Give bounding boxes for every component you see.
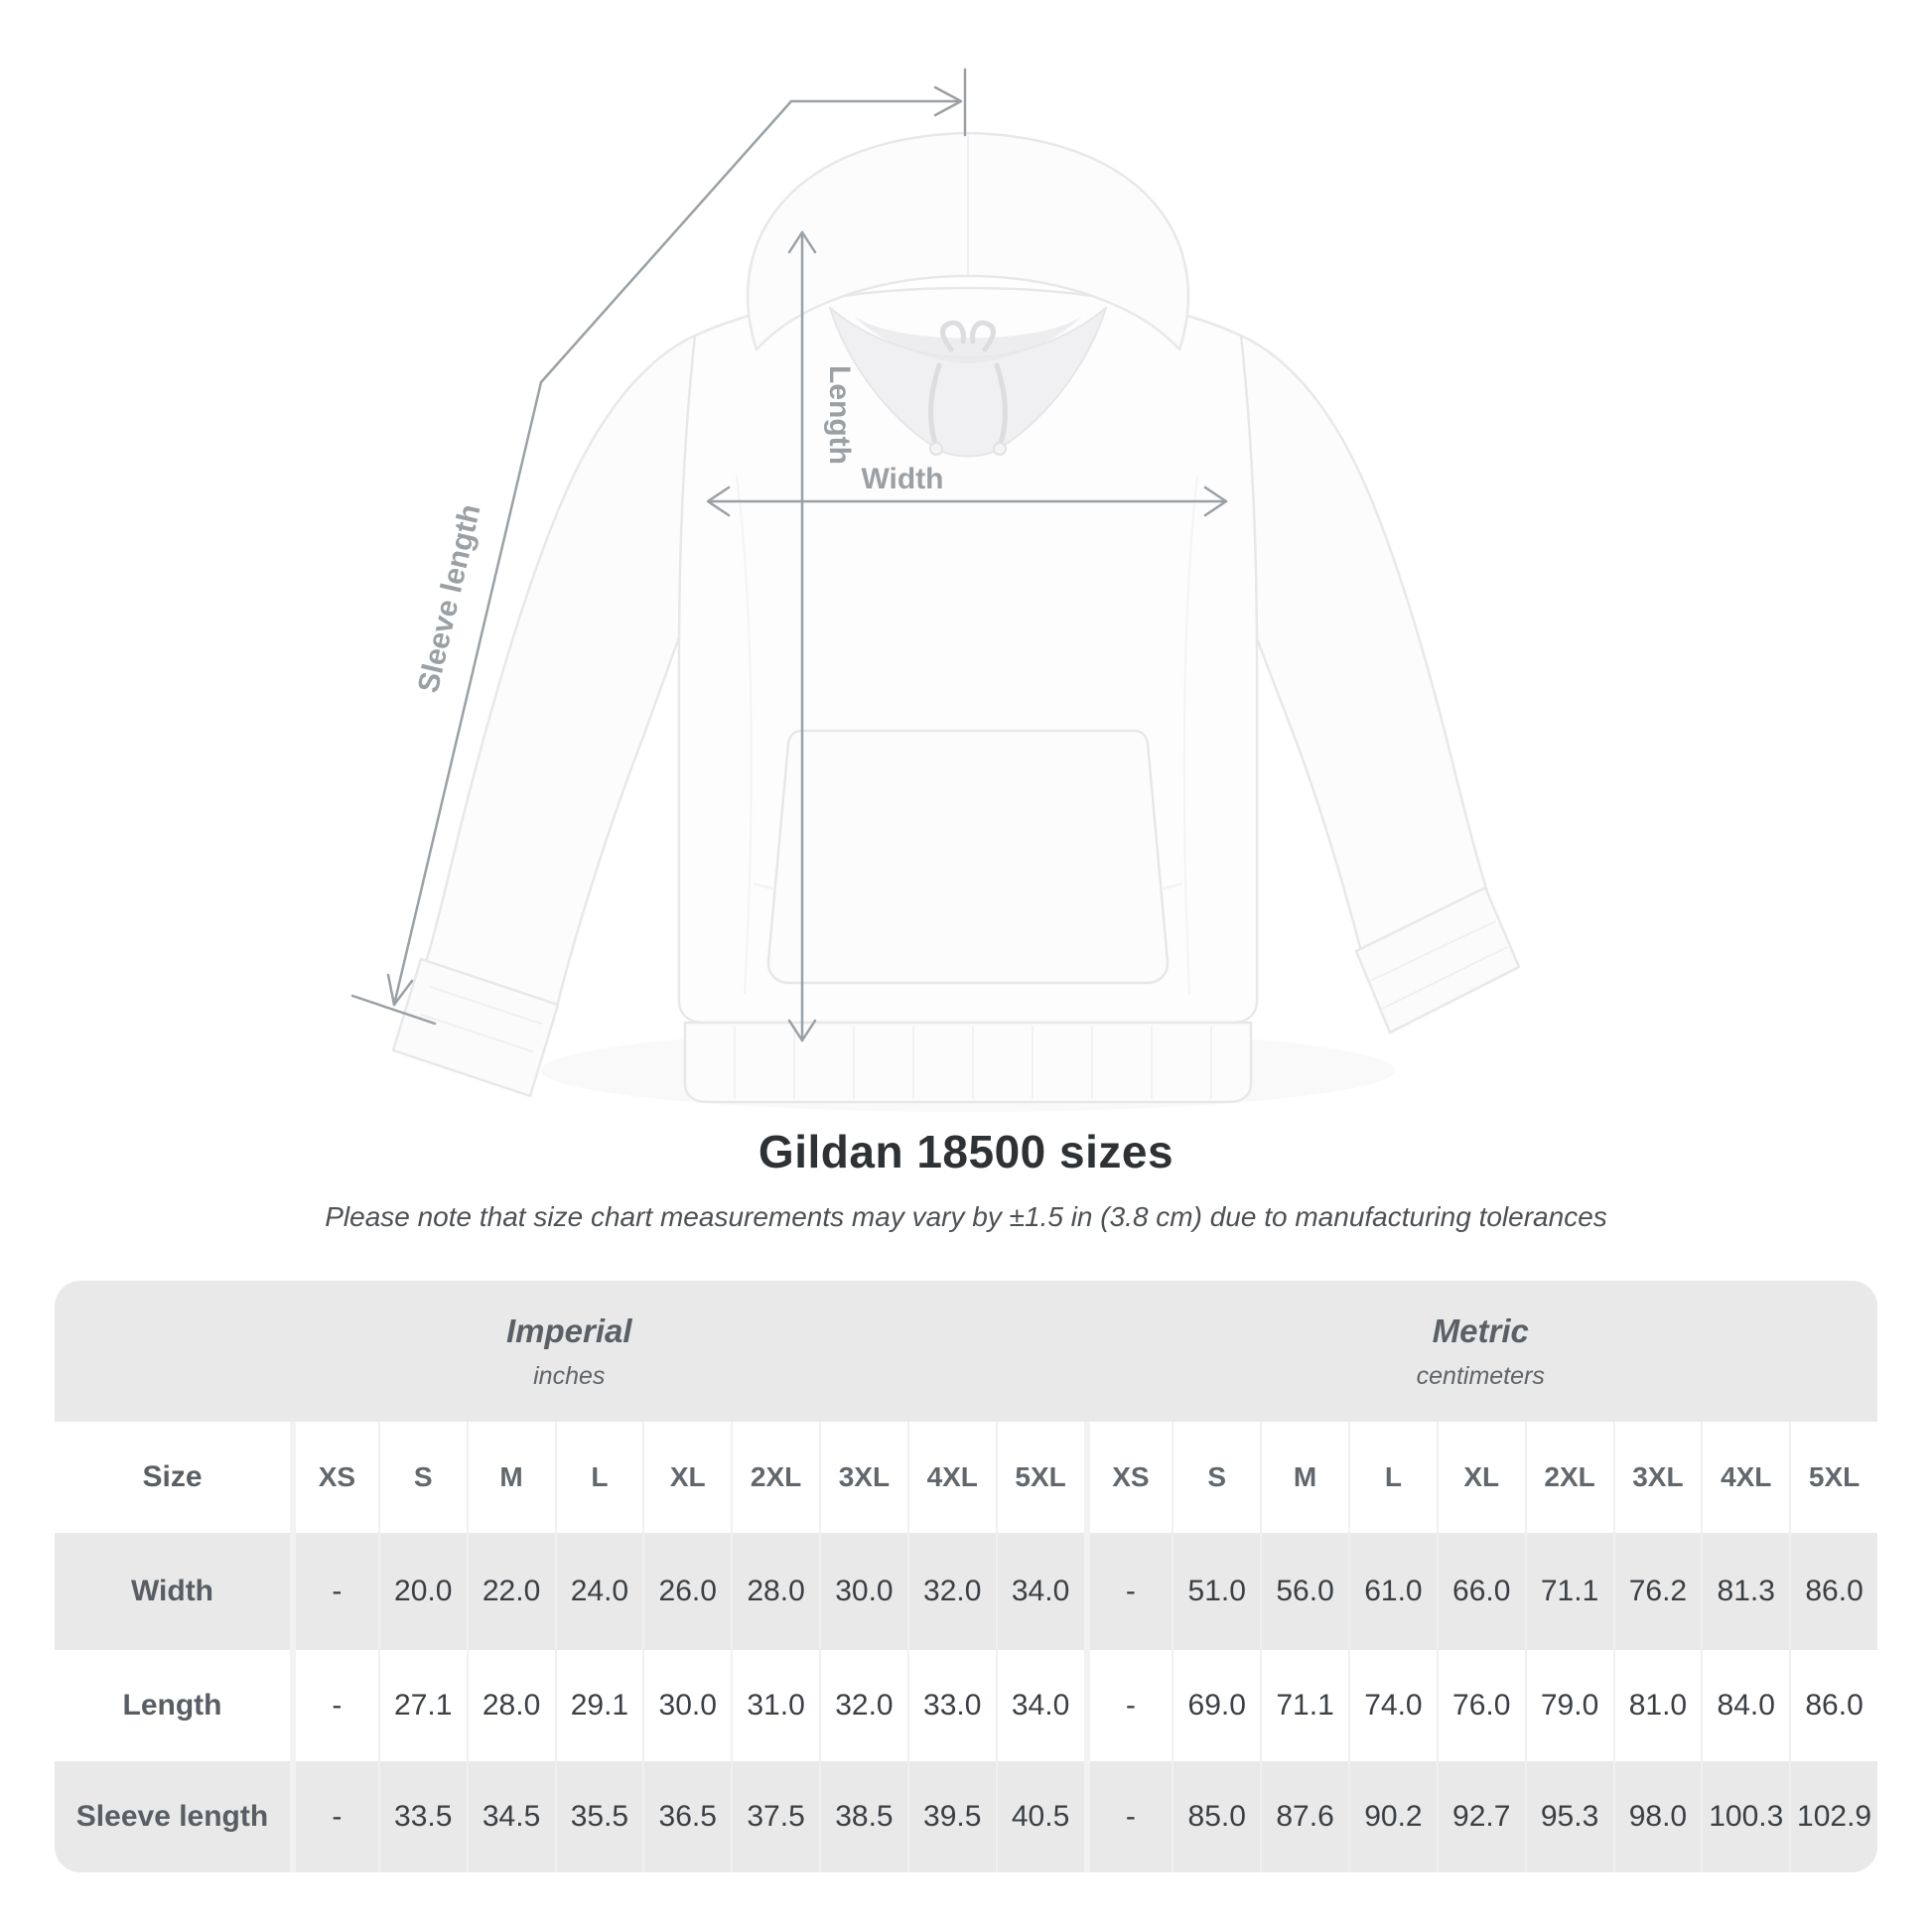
table-cell: 81.3 <box>1701 1533 1789 1650</box>
size-col-header: 3XL <box>1613 1422 1702 1533</box>
table-cell: 81.0 <box>1613 1650 1702 1761</box>
table-cell: 74.0 <box>1348 1650 1437 1761</box>
table-cell: 90.2 <box>1348 1761 1437 1872</box>
table-cell: 30.0 <box>819 1533 907 1650</box>
hoodie-illustration <box>393 133 1519 1112</box>
table-cell: 76.0 <box>1437 1650 1525 1761</box>
table-cell: - <box>1084 1650 1173 1761</box>
table-cell: 35.5 <box>555 1761 643 1872</box>
table-cell: 56.0 <box>1260 1533 1348 1650</box>
size-col-header: XL <box>642 1422 731 1533</box>
table-cell: - <box>290 1650 378 1761</box>
table-cell: 27.1 <box>378 1650 467 1761</box>
size-col-header: 5XL <box>996 1422 1084 1533</box>
size-col-header: 2XL <box>731 1422 819 1533</box>
table-cell: 69.0 <box>1172 1650 1260 1761</box>
size-col-header: 3XL <box>819 1422 907 1533</box>
size-col-header: XS <box>290 1422 378 1533</box>
table-cell: 34.0 <box>996 1533 1084 1650</box>
table-cell: 31.0 <box>731 1650 819 1761</box>
page-title: Gildan 18500 sizes <box>758 1126 1174 1177</box>
table-cell: 29.1 <box>555 1650 643 1761</box>
unit-section-band <box>55 1281 1877 1422</box>
table-cell: 40.5 <box>996 1761 1084 1872</box>
table-cell: 100.3 <box>1701 1761 1789 1872</box>
table-cell: 66.0 <box>1437 1533 1525 1650</box>
size-col-header: 4XL <box>907 1422 996 1533</box>
imperial-section-unit: inches <box>533 1361 606 1390</box>
table-cell: 87.6 <box>1260 1761 1348 1872</box>
table-cell: 36.5 <box>642 1761 731 1872</box>
size-table <box>55 1281 1877 1872</box>
table-cell: 71.1 <box>1260 1650 1348 1761</box>
table-cell: - <box>1084 1533 1173 1650</box>
size-col-header: XS <box>1084 1422 1173 1533</box>
table-cell: 33.5 <box>378 1761 467 1872</box>
table-cell: 24.0 <box>555 1533 643 1650</box>
table-cell: 32.0 <box>819 1650 907 1761</box>
table-cell: 98.0 <box>1613 1761 1702 1872</box>
size-col-header: S <box>378 1422 467 1533</box>
metric-section-header <box>1084 1281 1878 1422</box>
length-dimension-label: Length <box>823 365 856 465</box>
metric-section-unit: centimeters <box>1416 1361 1545 1390</box>
size-col-header: L <box>1348 1422 1437 1533</box>
table-row-length <box>55 1650 1877 1761</box>
metric-section-title: Metric <box>1432 1311 1529 1349</box>
size-col-header: 4XL <box>1701 1422 1789 1533</box>
size-col-header: S <box>1172 1422 1260 1533</box>
tolerance-note: Please note that size chart measurements may vary by ±1.5 in (3.8 cm) due to manufacturing tolerances <box>325 1201 1607 1232</box>
size-col-header: L <box>555 1422 643 1533</box>
row-label: Sleeve length <box>75 1800 269 1833</box>
table-cell: 71.1 <box>1525 1533 1613 1650</box>
table-cell: 22.0 <box>467 1533 555 1650</box>
imperial-section-title: Imperial <box>505 1311 632 1349</box>
table-cell: 92.7 <box>1437 1761 1525 1872</box>
table-cell: 102.9 <box>1789 1761 1877 1872</box>
size-col-header: M <box>467 1422 555 1533</box>
table-cell: 37.5 <box>731 1761 819 1872</box>
imperial-section-header <box>55 1281 1084 1422</box>
table-cell: 34.0 <box>996 1650 1084 1761</box>
size-column-label: Size <box>142 1460 203 1493</box>
table-cell: 86.0 <box>1789 1533 1877 1650</box>
size-col-header: 2XL <box>1525 1422 1613 1533</box>
sleeve-length-dimension-label: Sleeve length <box>411 500 487 696</box>
table-cell: 39.5 <box>907 1761 996 1872</box>
size-col-header: XL <box>1437 1422 1525 1533</box>
table-cell: 84.0 <box>1701 1650 1789 1761</box>
table-cell: 32.0 <box>907 1533 996 1650</box>
row-label: Width <box>130 1575 214 1607</box>
width-dimension-label: Width <box>861 463 944 495</box>
table-cell: 28.0 <box>467 1650 555 1761</box>
table-cell: 76.2 <box>1613 1533 1702 1650</box>
table-cell: 33.0 <box>907 1650 996 1761</box>
size-col-header: 5XL <box>1789 1422 1877 1533</box>
table-cell: 61.0 <box>1348 1533 1437 1650</box>
table-cell: 95.3 <box>1525 1761 1613 1872</box>
table-cell: 28.0 <box>731 1533 819 1650</box>
table-cell: 86.0 <box>1789 1650 1877 1761</box>
table-cell: 85.0 <box>1172 1761 1260 1872</box>
table-cell: - <box>290 1533 378 1650</box>
table-row-width <box>55 1533 1877 1650</box>
table-cell: - <box>290 1761 378 1872</box>
row-label: Length <box>122 1689 222 1722</box>
table-row-sleeve-length <box>55 1761 1877 1872</box>
table-cell: 30.0 <box>642 1650 731 1761</box>
table-cell: 34.5 <box>467 1761 555 1872</box>
table-cell: - <box>1084 1761 1173 1872</box>
table-cell: 38.5 <box>819 1761 907 1872</box>
size-col-header: M <box>1260 1422 1348 1533</box>
table-cell: 51.0 <box>1172 1533 1260 1650</box>
table-cell: 79.0 <box>1525 1650 1613 1761</box>
size-header-row <box>55 1422 1877 1533</box>
table-cell: 20.0 <box>378 1533 467 1650</box>
table-cell: 26.0 <box>642 1533 731 1650</box>
